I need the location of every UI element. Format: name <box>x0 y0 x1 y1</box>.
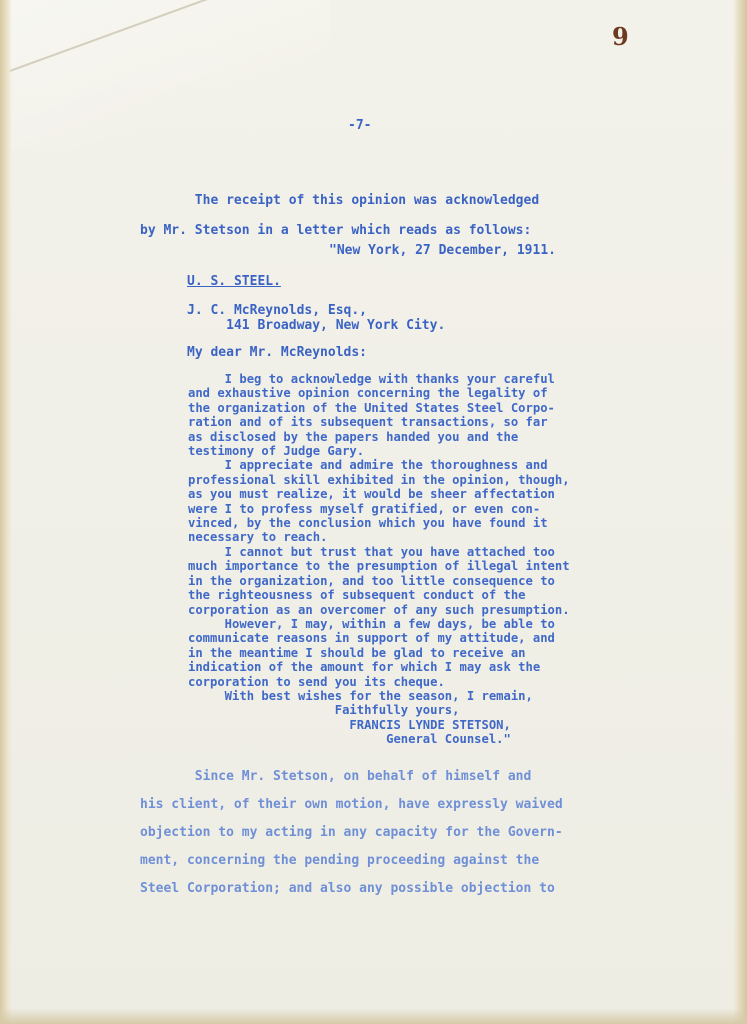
letter-line: and exhaustive opinion concerning the legality of <box>188 386 548 401</box>
letter-line: I beg to acknowledge with thanks your careful <box>188 372 555 386</box>
letter-line: as you must realize, it would be sheer affectation <box>188 487 555 502</box>
paper-left-edge <box>0 0 12 1024</box>
body-line: objection to my acting in any capacity for the Govern- <box>140 825 563 840</box>
closing-paragraph <box>140 763 563 903</box>
letter-line: necessary to reach. <box>188 530 328 545</box>
letter-line: much importance to the presumption of illegal intent <box>188 559 570 574</box>
letter-line: FRANCIS LYNDE STETSON, <box>188 717 511 732</box>
salutation: My dear Mr. McReynolds: <box>187 345 368 360</box>
letter-line: the organization of the United States Steel Corpo- <box>188 400 555 415</box>
folio-number: 9 <box>612 22 629 51</box>
letter-line: corporation to send you its cheque. <box>188 674 445 689</box>
letter-line: General Counsel." <box>188 732 511 747</box>
intro-paragraph <box>140 186 539 246</box>
page-number: -7- <box>348 118 372 133</box>
letter-line: communicate reasons in support of my attitude, and <box>188 631 555 646</box>
letter-line: I appreciate and admire the thoroughness and <box>188 458 548 473</box>
letter-body <box>188 372 570 747</box>
letter-line: ration and of its subsequent transactions, so far <box>188 415 548 430</box>
body-line: his client, of their own motion, have expressly waived <box>140 797 563 812</box>
addressee-line: 141 Broadway, New York City. <box>187 318 446 333</box>
addressee-block <box>187 303 445 333</box>
body-line: Steel Corporation; and also any possible objection to <box>140 881 555 896</box>
paper-fold-highlight <box>0 0 330 150</box>
letter-line: vinced, by the conclusion which you have found it <box>188 516 548 531</box>
letterhead: U. S. STEEL. <box>187 274 281 289</box>
letter-line: as disclosed by the papers handed you and the <box>188 429 519 444</box>
letter-line: I cannot but trust that you have attached too <box>188 544 555 559</box>
paper-bottom-edge <box>0 1008 747 1024</box>
paper-right-edge <box>733 0 747 1024</box>
letter-line: With best wishes for the season, I remain, <box>188 688 533 703</box>
letter-line: However, I may, within a few days, be able to <box>188 616 555 631</box>
letter-line: in the organization, and too little consequence to <box>188 573 555 588</box>
letter-line: corporation as an overcomer of any such presumption. <box>188 602 570 617</box>
letter-line: indication of the amount for which I may ask the <box>188 660 541 675</box>
body-line: ment, concerning the pending proceeding against the <box>140 853 540 868</box>
intro-line: by Mr. Stetson in a letter which reads as follows: <box>140 223 532 238</box>
letter-line: professional skill exhibited in the opinion, though, <box>188 472 570 487</box>
letter-line: testimony of Judge Gary. <box>188 444 365 459</box>
intro-line: The receipt of this opinion was acknowledged <box>140 193 540 208</box>
addressee-line: J. C. McReynolds, Esq., <box>187 303 368 318</box>
letter-line: were I to profess myself gratified, or even con- <box>188 501 541 516</box>
letter-line: the righteousness of subsequent conduct of the <box>188 588 526 603</box>
letter-dateline: "New York, 27 December, 1911. <box>329 243 556 258</box>
letter-line: Faithfully yours, <box>188 703 460 718</box>
letter-line: in the meantime I should be glad to receive an <box>188 645 526 660</box>
body-line: Since Mr. Stetson, on behalf of himself and <box>140 769 532 784</box>
